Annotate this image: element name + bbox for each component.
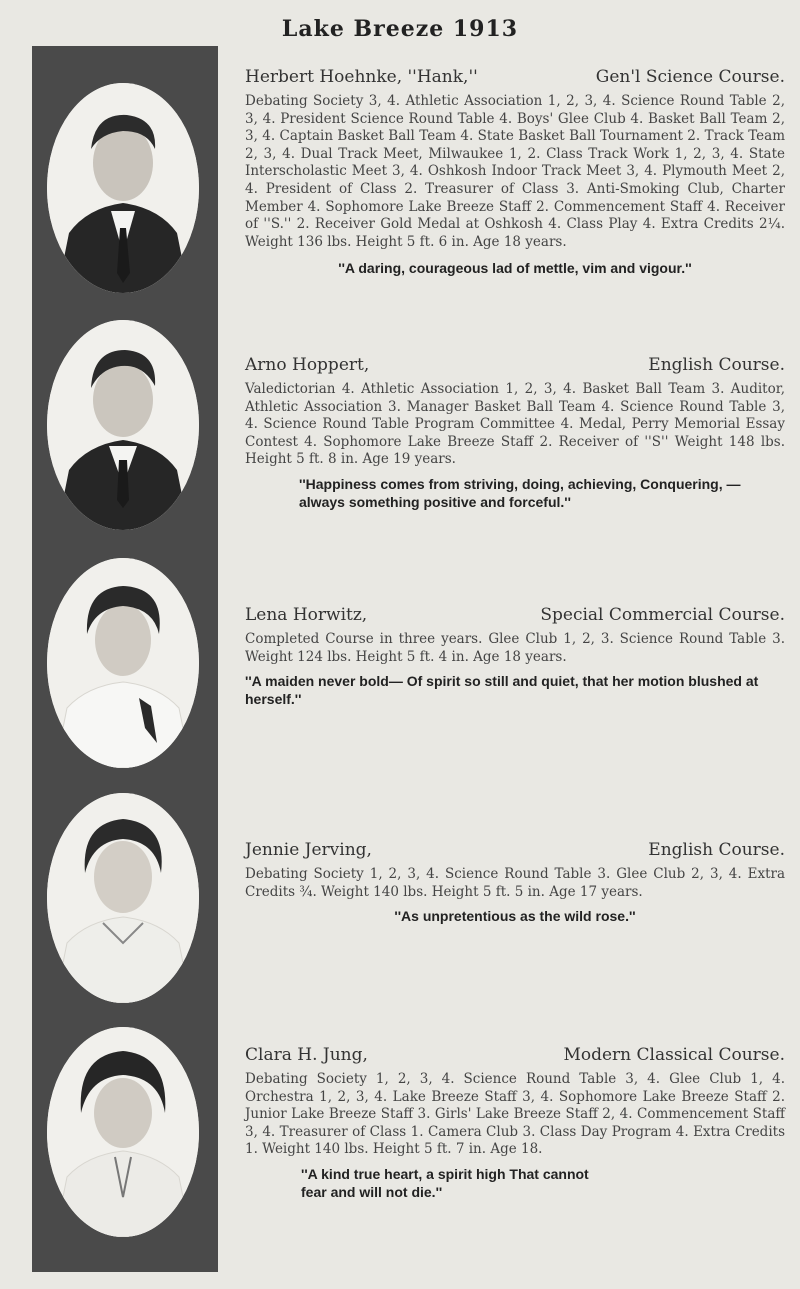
activities-text: Debating Society 1, 2, 3, 4. Science Round Table 3, 4. Glee Club 1, 4. Orchestra 1, 2, 3, 4. Lake Breeze Staff 3, 4. Sophomore Lake Breeze Staff 2. Junior Lake Breeze Staff 3. Girls' Lake Breeze Staff 2, 4. Commencement Staff 3, 4. Treasurer of Class 1. Camera Club 3. Class Day Program 4. Extra Credits 1. Weight 140 lbs. Height 5 ft. 7 in. Age 18. xyxy=(245,1071,785,1158)
course-name: Special Commercial Course. xyxy=(540,605,785,625)
student-entry-5 xyxy=(245,1045,785,1201)
activities-text: Debating Society 3, 4. Athletic Association 1, 2, 3, 4. Science Round Table 2, 3, 4. President Science Round Table 4. Boys' Glee Club 4. Basket Ball Team 2, 3, 4. Captain Basket Ball Team 4. State Basket Ball Tournament 2. Track Team 2, 3, 4. Dual Track Meet, Milwaukee 1, 2. Class Track Work 1, 2, 3, 4. State Interscholastic Meet 3, 4. Oshkosh Indoor Track Meet 3, 4. Plymouth Meet 2, 4. President of Class 2. Treasurer of Class 3. Anti-Smoking Club, Charter Member 4. Sophomore Lake Breeze Staff 2. Commencement Staff 4. Receiver of ''S.'' 2. Receiver Gold Medal at Oshkosh 4. Class Play 4. Extra Credits 2¼. Weight 136 lbs. Height 5 ft. 6 in. Age 18 years. xyxy=(245,93,785,250)
activities-text: Debating Society 1, 2, 3, 4. Science Round Table 3. Glee Club 2, 3, 4. Extra Credits ¾. Weight 140 lbs. Height 5 ft. 5 in. Age 17 years. xyxy=(245,866,785,900)
student-name: Herbert Hoehnke, ''Hank,'' xyxy=(245,67,478,87)
course-name: English Course. xyxy=(648,355,785,375)
student-entry-2 xyxy=(245,355,785,511)
student-entry-3 xyxy=(245,605,785,708)
course-name: English Course. xyxy=(648,840,785,860)
portrait-photo-3 xyxy=(47,558,199,768)
student-quote: ''A daring, courageous lad of mettle, vim and vigour.'' xyxy=(338,260,692,277)
page-header: Lake Breeze 1913 xyxy=(281,16,519,42)
student-name: Arno Hoppert, xyxy=(245,355,370,375)
course-name: Modern Classical Course. xyxy=(563,1045,785,1065)
student-entry-1 xyxy=(245,67,785,277)
course-name: Gen'l Science Course. xyxy=(595,67,785,87)
portrait-photo-2 xyxy=(47,320,199,530)
student-quote: ''A maiden never bold— Of spirit so still and quiet, that her motion blushed at herself.'' xyxy=(245,673,759,708)
student-quote: ''As unpretentious as the wild rose.'' xyxy=(394,908,636,925)
portrait-photo-5 xyxy=(47,1027,199,1237)
student-name: Jennie Jerving, xyxy=(245,840,372,860)
student-quote: ''A kind true heart, a spirit high That cannot fear and will not die.'' xyxy=(301,1165,589,1200)
student-quote: ''Happiness comes from striving, doing, achieving, Conquering, — always something positive and forceful.'' xyxy=(299,475,741,510)
portrait-photo-4 xyxy=(47,793,199,1003)
portrait-photo-1 xyxy=(47,83,199,293)
student-name: Clara H. Jung, xyxy=(245,1045,368,1065)
activities-text: Valedictorian 4. Athletic Association 1, 2, 3, 4. Basket Ball Team 3. Auditor, Athletic Association 3. Manager Basket Ball Team 4. Science Round Table 3, 4. Science Round Table Program Committee 4. Medal, Perry Memorial Essay Contest 4. Sophomore Lake Breeze Staff 2. Receiver of ''S'' Weight 148 lbs. Height 5 ft. 8 in. Age 19 years. xyxy=(245,381,785,468)
student-name: Lena Horwitz, xyxy=(245,605,368,625)
activities-text: Completed Course in three years. Glee Club 1, 2, 3. Science Round Table 3. Weight 124 lbs. Height 5 ft. 4 in. Age 18 years. xyxy=(245,631,785,665)
student-entry-4 xyxy=(245,840,785,925)
